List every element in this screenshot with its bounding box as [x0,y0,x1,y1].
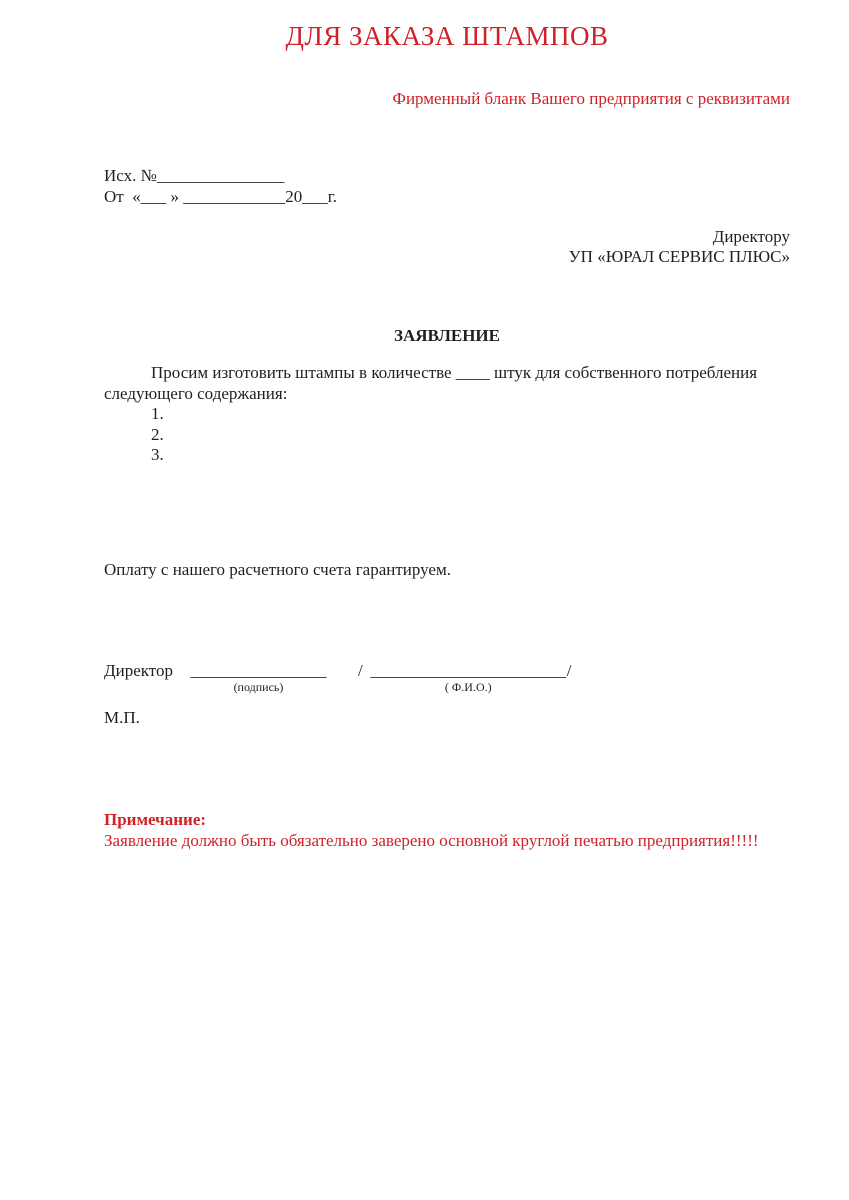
request-line-1: Просим изготовить штампы в количестве ____ штук для собственного потребления [151,363,758,382]
stamp-place-label: М.П. [104,708,140,727]
name-caption: ( Ф.И.О.) [444,680,492,694]
signature-row [104,661,571,694]
signature-role-label: Директор [104,661,173,680]
signature-blank-unit [190,661,327,694]
addressee-role: Директору [712,227,790,246]
statement-heading: ЗАЯВЛЕНИЕ [393,326,500,345]
list-item-3: 3. [151,445,164,464]
outgoing-number-line: Исх. №_______________ [104,166,285,185]
signature-caption: (подпись) [233,680,284,694]
note-text: Заявление должно быть обязательно заверено основной круглой печатью предприятия!!!!! [104,831,759,850]
name-blank-unit [370,661,567,694]
list-item-2: 2. [151,424,164,444]
list-item-1: 1. [151,404,164,423]
signature-blank-line: ________________ [190,661,327,680]
name-blank-line: _______________________ [370,661,566,680]
letterhead-note: Фирменный бланк Вашего предприятия с реквизитами [392,89,790,108]
document-title: ДЛЯ ЗАКАЗА ШТАМПОВ [285,21,609,51]
payment-guarantee-line: Оплату с нашего расчетного счета гарантируем. [104,560,451,579]
addressee-company: УП «ЮРАЛ СЕРВИС ПЛЮС» [568,247,790,266]
addressee-block [104,227,790,267]
signature-separator: / [357,661,363,680]
request-block [104,363,844,466]
signature-terminator: / [566,661,572,680]
note-heading: Примечание: [104,810,207,829]
reference-block [104,166,337,207]
date-line: От «___ » ____________20___г. [104,186,338,206]
request-line-2: следующего содержания: [104,383,288,403]
